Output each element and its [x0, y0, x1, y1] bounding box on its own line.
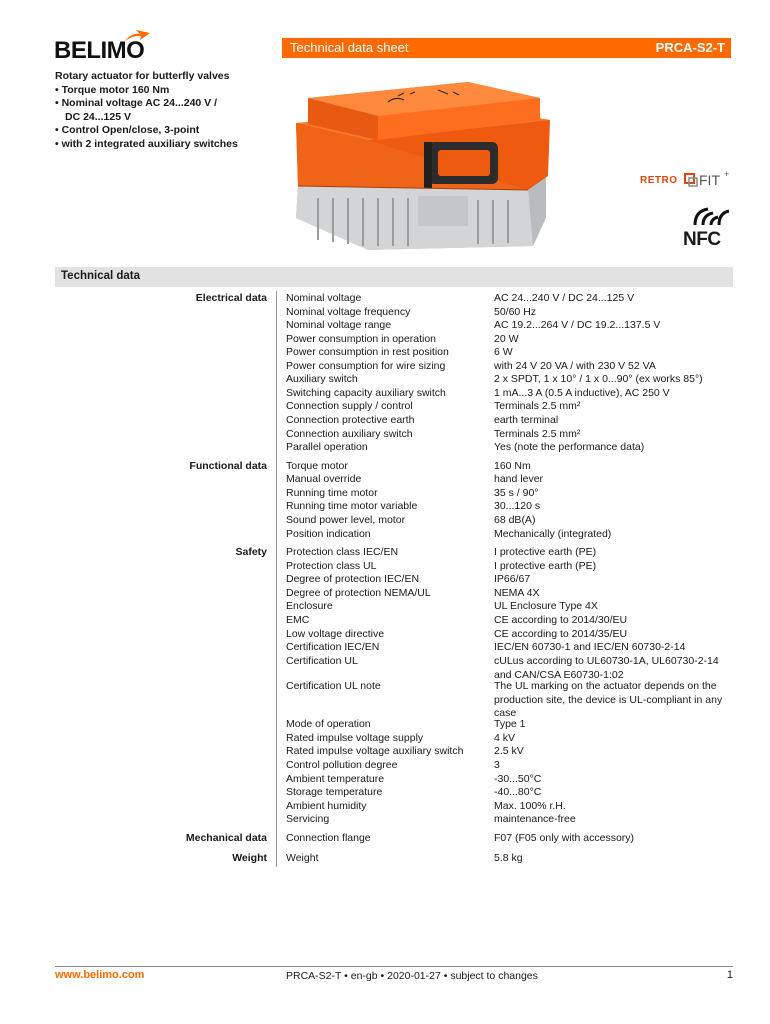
row-label: Storage temperature: [286, 786, 383, 798]
row-label: Connection supply / control: [286, 400, 413, 412]
retrofit-plus: +: [724, 169, 730, 179]
row-value: 5.8 kg: [494, 852, 523, 864]
row-value: 30...120 s: [494, 500, 541, 512]
row-label: Protection class IEC/EN: [286, 546, 399, 558]
retrofit-icon: [684, 173, 698, 187]
intro-line: • with 2 integrated auxiliary switches: [55, 137, 238, 150]
row-value: Type 1: [494, 718, 526, 730]
row-label: Degree of protection IEC/EN: [286, 573, 420, 585]
intro-line: • Torque motor 160 Nm: [55, 83, 170, 96]
row-label: Connection protective earth: [286, 414, 415, 426]
intro-line: DC 24...125 V: [65, 110, 131, 123]
row-label: Control pollution degree: [286, 759, 398, 771]
row-value: The UL marking on the actuator depends on the production site, the device is UL-compliant in any case: [494, 680, 723, 719]
row-label: Rated impulse voltage supply: [286, 732, 424, 744]
logo-text: BELIMO: [54, 37, 145, 64]
row-label: Nominal voltage range: [286, 319, 392, 331]
row-value: Yes (note the performance data): [494, 441, 645, 453]
row-label: Nominal voltage: [286, 292, 362, 304]
section-header: [55, 267, 733, 287]
row-label: Mode of operation: [286, 718, 371, 730]
retrofit-text-a: RETRO: [640, 175, 678, 186]
row-value: maintenance-free: [494, 813, 576, 825]
row-value: 50/60 Hz: [494, 306, 537, 318]
category-electrical: Electrical data: [195, 292, 267, 304]
row-value: I protective earth (PE): [494, 546, 597, 558]
logo-mark-icon: [122, 30, 154, 44]
column-divider: [276, 291, 277, 867]
row-value: 2 x SPDT, 1 x 10° / 1 x 0...90° (ex works 85°): [494, 373, 703, 385]
intro-line: Rotary actuator for butterfly valves: [55, 70, 230, 82]
intro-line: • Control Open/close, 3-point: [55, 124, 200, 136]
row-value: 4 kV: [494, 732, 516, 744]
row-value: IEC/EN 60730-1 and IEC/EN 60730-2-14: [494, 641, 686, 653]
row-value: AC 19.2...264 V / DC 19.2...137.5 V: [494, 319, 661, 331]
row-label: Low voltage directive: [286, 628, 385, 640]
row-value: AC 24...240 V / DC 24...125 V: [494, 292, 635, 304]
row-value: cULus according to UL60730-1A, UL60730-2-14 and CAN/CSA E60730-1:02: [494, 655, 719, 681]
product-code: PRCA-S2-T: [655, 40, 725, 55]
row-label: Manual override: [286, 473, 362, 485]
category-safety: Safety: [235, 546, 267, 558]
row-value: 160 Nm: [494, 460, 531, 472]
row-label: Connection auxiliary switch: [286, 428, 413, 440]
row-label: Running time motor variable: [286, 500, 418, 512]
row-label: Protection class UL: [286, 560, 377, 572]
row-label: Sound power level, motor: [286, 514, 406, 526]
row-value: Terminals 2.5 mm²: [494, 428, 581, 440]
row-label: Servicing: [286, 813, 330, 825]
row-label: Power consumption in rest position: [286, 346, 449, 358]
nfc-badge: [683, 205, 733, 251]
category-functional: Functional data: [189, 460, 267, 472]
row-value: 35 s / 90°: [494, 487, 539, 499]
row-label: Connection flange: [286, 832, 371, 844]
row-value: CE according to 2014/35/EU: [494, 628, 628, 640]
row-value: Mechanically (integrated): [494, 528, 612, 540]
row-value: 6 W: [494, 346, 513, 358]
row-label: Weight: [286, 852, 319, 864]
row-value: 2.5 kV: [494, 745, 524, 757]
row-value: 68 dB(A): [494, 514, 536, 526]
row-label: Ambient temperature: [286, 773, 385, 785]
row-label: Certification IEC/EN: [286, 641, 380, 653]
row-label: Nominal voltage frequency: [286, 306, 411, 318]
footer-doc-info: PRCA-S2-T • en-gb • 2020-01-27 • subject to changes: [286, 970, 538, 982]
header-title: Technical data sheet: [290, 40, 409, 55]
category-mechanical: Mechanical data: [185, 832, 267, 844]
row-label: Rated impulse voltage auxiliary switch: [286, 745, 464, 757]
row-label: Torque motor: [286, 460, 348, 472]
intro-line: • Nominal voltage AC 24...240 V /: [55, 97, 218, 109]
row-label: Power consumption for wire sizing: [286, 360, 446, 372]
header-bar: [282, 38, 731, 58]
row-label: Enclosure: [286, 600, 333, 612]
section-title: Technical data: [61, 270, 141, 282]
row-label: Parallel operation: [286, 441, 368, 453]
row-label: Degree of protection NEMA/UL: [286, 587, 431, 599]
row-value: IP66/67: [494, 573, 531, 585]
row-value: F07 (F05 only with accessory): [494, 832, 635, 844]
row-value: 20 W: [494, 333, 519, 345]
nfc-text: NFC: [683, 229, 721, 250]
row-value: hand lever: [494, 473, 544, 485]
row-value: UL Enclosure Type 4X: [494, 600, 598, 612]
product-intro: [55, 70, 238, 151]
row-value: with 24 V 20 VA / with 230 V 52 VA: [494, 360, 656, 372]
row-value: CE according to 2014/30/EU: [494, 614, 628, 626]
page-number: 1: [726, 969, 733, 981]
nfc-waves-icon: [683, 205, 733, 227]
row-value: -30...50°C: [494, 773, 542, 785]
row-label: Position indication: [286, 528, 371, 540]
row-label: Ambient humidity: [286, 800, 367, 812]
row-value: earth terminal: [494, 414, 559, 426]
actuator-image: [278, 68, 598, 258]
row-label: Power consumption in operation: [286, 333, 437, 345]
retrofit-text-b: FIT: [699, 172, 720, 188]
belimo-logo: [54, 30, 154, 62]
footer-url-link[interactable]: www.belimo.com: [55, 969, 145, 981]
retrofit-badge: [640, 169, 732, 190]
category-weight: Weight: [232, 852, 267, 864]
row-value: 3: [494, 759, 500, 771]
row-value: 1 mA...3 A (0.5 A inductive), AC 250 V: [494, 387, 670, 399]
row-label: Auxiliary switch: [286, 373, 358, 385]
row-label: Switching capacity auxiliary switch: [286, 387, 446, 399]
row-value: Terminals 2.5 mm²: [494, 400, 581, 412]
row-value: NEMA 4X: [494, 587, 540, 599]
footer-divider: [55, 966, 733, 967]
row-label: Certification UL: [286, 655, 358, 667]
row-value: I protective earth (PE): [494, 560, 597, 572]
row-label: EMC: [286, 614, 310, 626]
row-label: Certification UL note: [286, 680, 381, 692]
row-value: Max. 100% r.H.: [494, 800, 566, 812]
row-label: Running time motor: [286, 487, 378, 499]
row-value: -40...80°C: [494, 786, 542, 798]
